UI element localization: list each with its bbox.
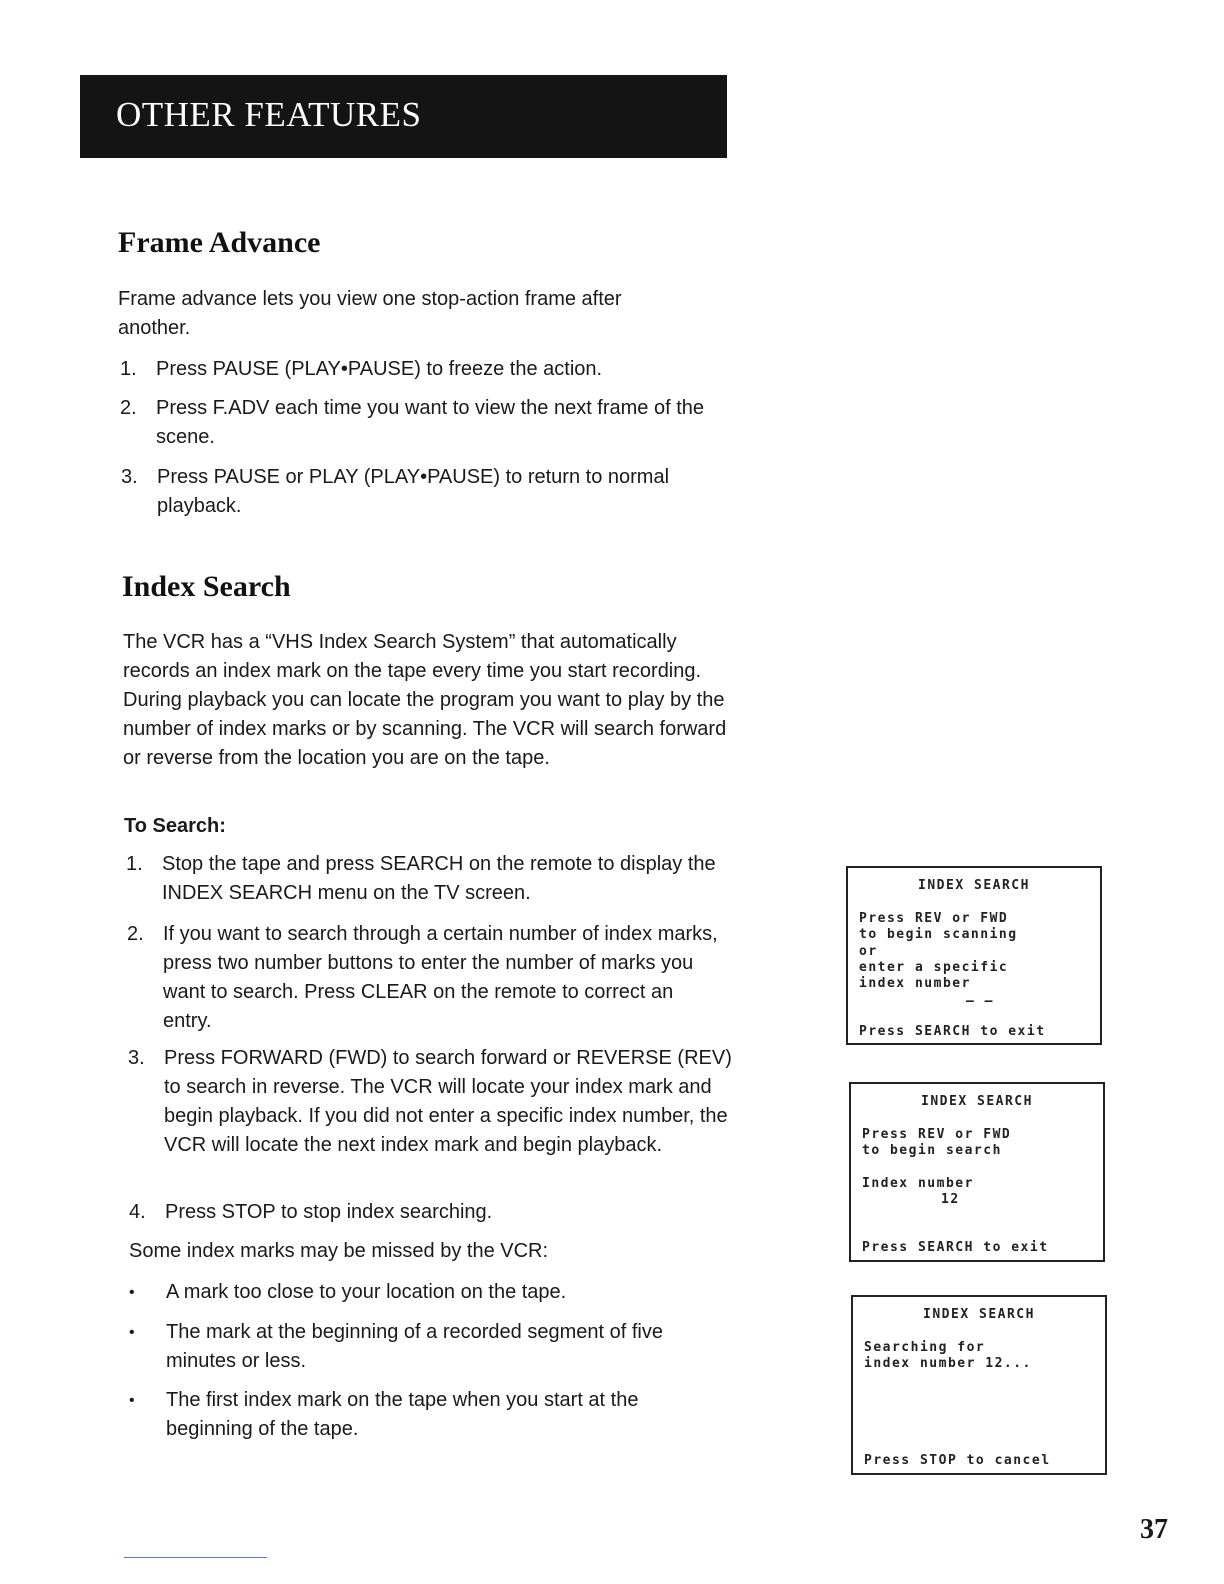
screen-line: to begin search [862,1143,1002,1158]
screen-line: or [859,944,878,959]
screen-footer: Press SEARCH to exit [862,1240,1049,1255]
screen-line: index number [859,976,971,991]
screen-line: Searching for [864,1340,986,1355]
step-number: 3. [121,466,138,488]
step-number: 4. [129,1201,146,1223]
section-title: OTHER FEATURES [116,95,422,134]
screen-title: INDEX SEARCH [921,1094,1033,1109]
screen-line: Index number [862,1176,974,1191]
page-number: 37 [1140,1514,1168,1545]
screen-line: Press REV or FWD [862,1127,1012,1142]
missed-marks-note: Some index marks may be missed by the VCR: [129,1240,549,1262]
step-text: Press STOP to stop index searching. [165,1201,493,1223]
index-search-heading: Index Search [122,570,291,603]
bullet-icon: • [129,1324,135,1341]
step-text: Press FORWARD (FWD) to search forward or REVERSE (REV) to search in reverse. The VCR will locate your index mark and begin playback. If you did not enter a specific index number, the VCR will locate the next index mark and begin playback. [164,1047,732,1156]
screen-line: Press REV or FWD [859,911,1009,926]
step-text: Press F.ADV each time you want to view the next frame of the scene. [156,397,705,448]
screen-footer: Press STOP to cancel [864,1453,1051,1468]
step-text: If you want to search through a certain number of index marks, press two number buttons to enter the number of marks you want to search. Press CLEAR on the remote to correct an entry. [163,923,718,1032]
step-number: 2. [120,397,137,419]
screen-title: INDEX SEARCH [923,1307,1035,1322]
step-number: 1. [120,358,137,380]
bullet-text: The mark at the beginning of a recorded segment of five minutes or less. [166,1321,663,1372]
step-number: 2. [127,923,144,945]
step-number: 1. [126,853,143,875]
index-search-screen-number [849,1082,1105,1262]
screen-title: INDEX SEARCH [918,878,1030,893]
step-text: Press PAUSE or PLAY (PLAY•PAUSE) to return to normal playback. [157,466,670,517]
frame-advance-intro: Frame advance lets you view one stop-action frame after another. [118,288,622,339]
screen-line: enter a specific [859,960,1009,975]
screen-line: index number 12... [864,1356,1032,1371]
section-banner [80,75,727,158]
screen-entry: – – [966,994,994,1009]
index-search-intro: The VCR has a “VHS Index Search System” that automatically records an index mark on the tape every time you start recording. During playback you can locate the program you want to play by the number of index marks or by scanning. The VCR will search forward or reverse from the location you are on the tape. [123,631,727,769]
step-text: Stop the tape and press SEARCH on the remote to display the INDEX SEARCH menu on the TV screen. [162,853,716,904]
bullet-icon: • [129,1284,135,1301]
screen-footer: Press SEARCH to exit [859,1024,1046,1039]
screen-line: to begin scanning [859,927,1018,942]
step-text: Press PAUSE (PLAY•PAUSE) to freeze the action. [156,358,603,380]
index-search-screen-scan [846,866,1102,1045]
step-number: 3. [128,1047,145,1069]
bullet-text: The first index mark on the tape when you start at the beginning of the tape. [166,1389,639,1440]
frame-advance-heading: Frame Advance [118,226,321,259]
bullet-text: A mark too close to your location on the tape. [166,1281,567,1303]
screen-entry: 12 [941,1192,960,1207]
to-search-subheading: To Search: [124,815,226,837]
index-search-screen-searching [851,1295,1107,1475]
footer-rule [124,1557,267,1558]
bullet-icon: • [129,1392,135,1409]
